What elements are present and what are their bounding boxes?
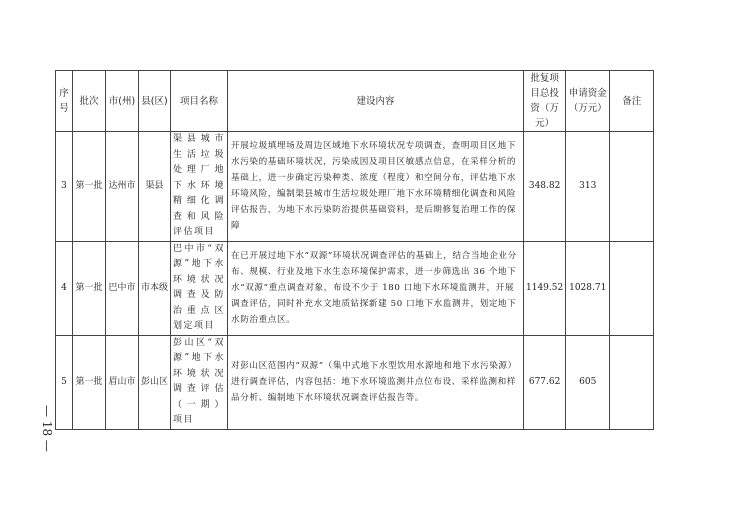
table-row: [56, 241, 654, 335]
page-number: — 18 —: [40, 405, 54, 452]
cell-remarks: [610, 132, 654, 242]
cell-remarks: [610, 241, 654, 335]
cell-index: 4: [56, 241, 73, 335]
cell-county: 市本级: [139, 241, 171, 335]
cell-city: 巴中市: [106, 241, 139, 335]
header-total-investment: 批复项目总投资（万元）: [524, 71, 566, 132]
header-batch: 批次: [73, 71, 106, 132]
cell-content: 对彭山区范围内“双源”（集中式地下水型饮用水源地和地下水污染源）进行调查评估，内容包括：地下水环境监测井点位布设、采样监测和样品分析、编制地下水环境状况调查评估报告等。: [228, 335, 524, 429]
cell-project-name: 彭山区“双源”地下水环境状况调查评估（一期）项目: [171, 335, 228, 429]
cell-requested-funds: 605: [566, 335, 610, 429]
cell-batch: 第一批: [73, 241, 106, 335]
header-remarks: 备注: [610, 71, 654, 132]
table-row: [56, 335, 654, 429]
cell-county: 渠县: [139, 132, 171, 242]
header-project-name: 项目名称: [171, 71, 228, 132]
cell-city: 眉山市: [106, 335, 139, 429]
cell-requested-funds: 313: [566, 132, 610, 242]
cell-project-name: 渠县城市生活垃圾处理厂地下水环境精细化调查和风险评估项目: [171, 132, 228, 242]
cell-content: 开展垃圾填埋场及周边区域地下水环境状况专项调查，查明项目区地下水污染的基础环境状况，污染成因及项目区敏感点信息，在采样分析的基础上，进一步确定污染种类、浓度（程度）和空间分布，评估地下水环境风险，编制渠县城市生活垃圾处理厂地下水环境精细化调查和风险评估报告，为地下水污染防治提供基础资料，是后期修复治理工作的保障: [228, 132, 524, 242]
cell-remarks: [610, 335, 654, 429]
header-city: 市(州): [106, 71, 139, 132]
cell-total-investment: 677.62: [524, 335, 566, 429]
cell-requested-funds: 1028.71: [566, 241, 610, 335]
cell-batch: 第一批: [73, 335, 106, 429]
cell-index: 5: [56, 335, 73, 429]
header-content: 建设内容: [228, 71, 524, 132]
cell-city: 达州市: [106, 132, 139, 242]
table-row: [56, 132, 654, 242]
cell-total-investment: 1149.52: [524, 241, 566, 335]
project-table: [55, 70, 654, 430]
cell-index: 3: [56, 132, 73, 242]
header-row: [56, 71, 654, 132]
cell-content: 在已开展过地下水“双源”环境状况调查评估的基础上，结合当地企业分布、规模、行业及地下水生态环境保护需求，进一步筛选出 36 个地下水“双源”重点调查对象，布设不少于 180 口地下水环境监测井，开展调查评估，同时补充水文地质钻探新建 50 口地下水监测井，划定地下水防治重点区。: [228, 241, 524, 335]
cell-batch: 第一批: [73, 132, 106, 242]
cell-project-name: 巴中市“双源”地下水环境状况调查及防治重点区划定项目: [171, 241, 228, 335]
header-requested-funds: 申请资金（万元）: [566, 71, 610, 132]
header-index: 序号: [56, 71, 73, 132]
cell-total-investment: 348.82: [524, 132, 566, 242]
cell-county: 彭山区: [139, 335, 171, 429]
header-county: 县(区): [139, 71, 171, 132]
